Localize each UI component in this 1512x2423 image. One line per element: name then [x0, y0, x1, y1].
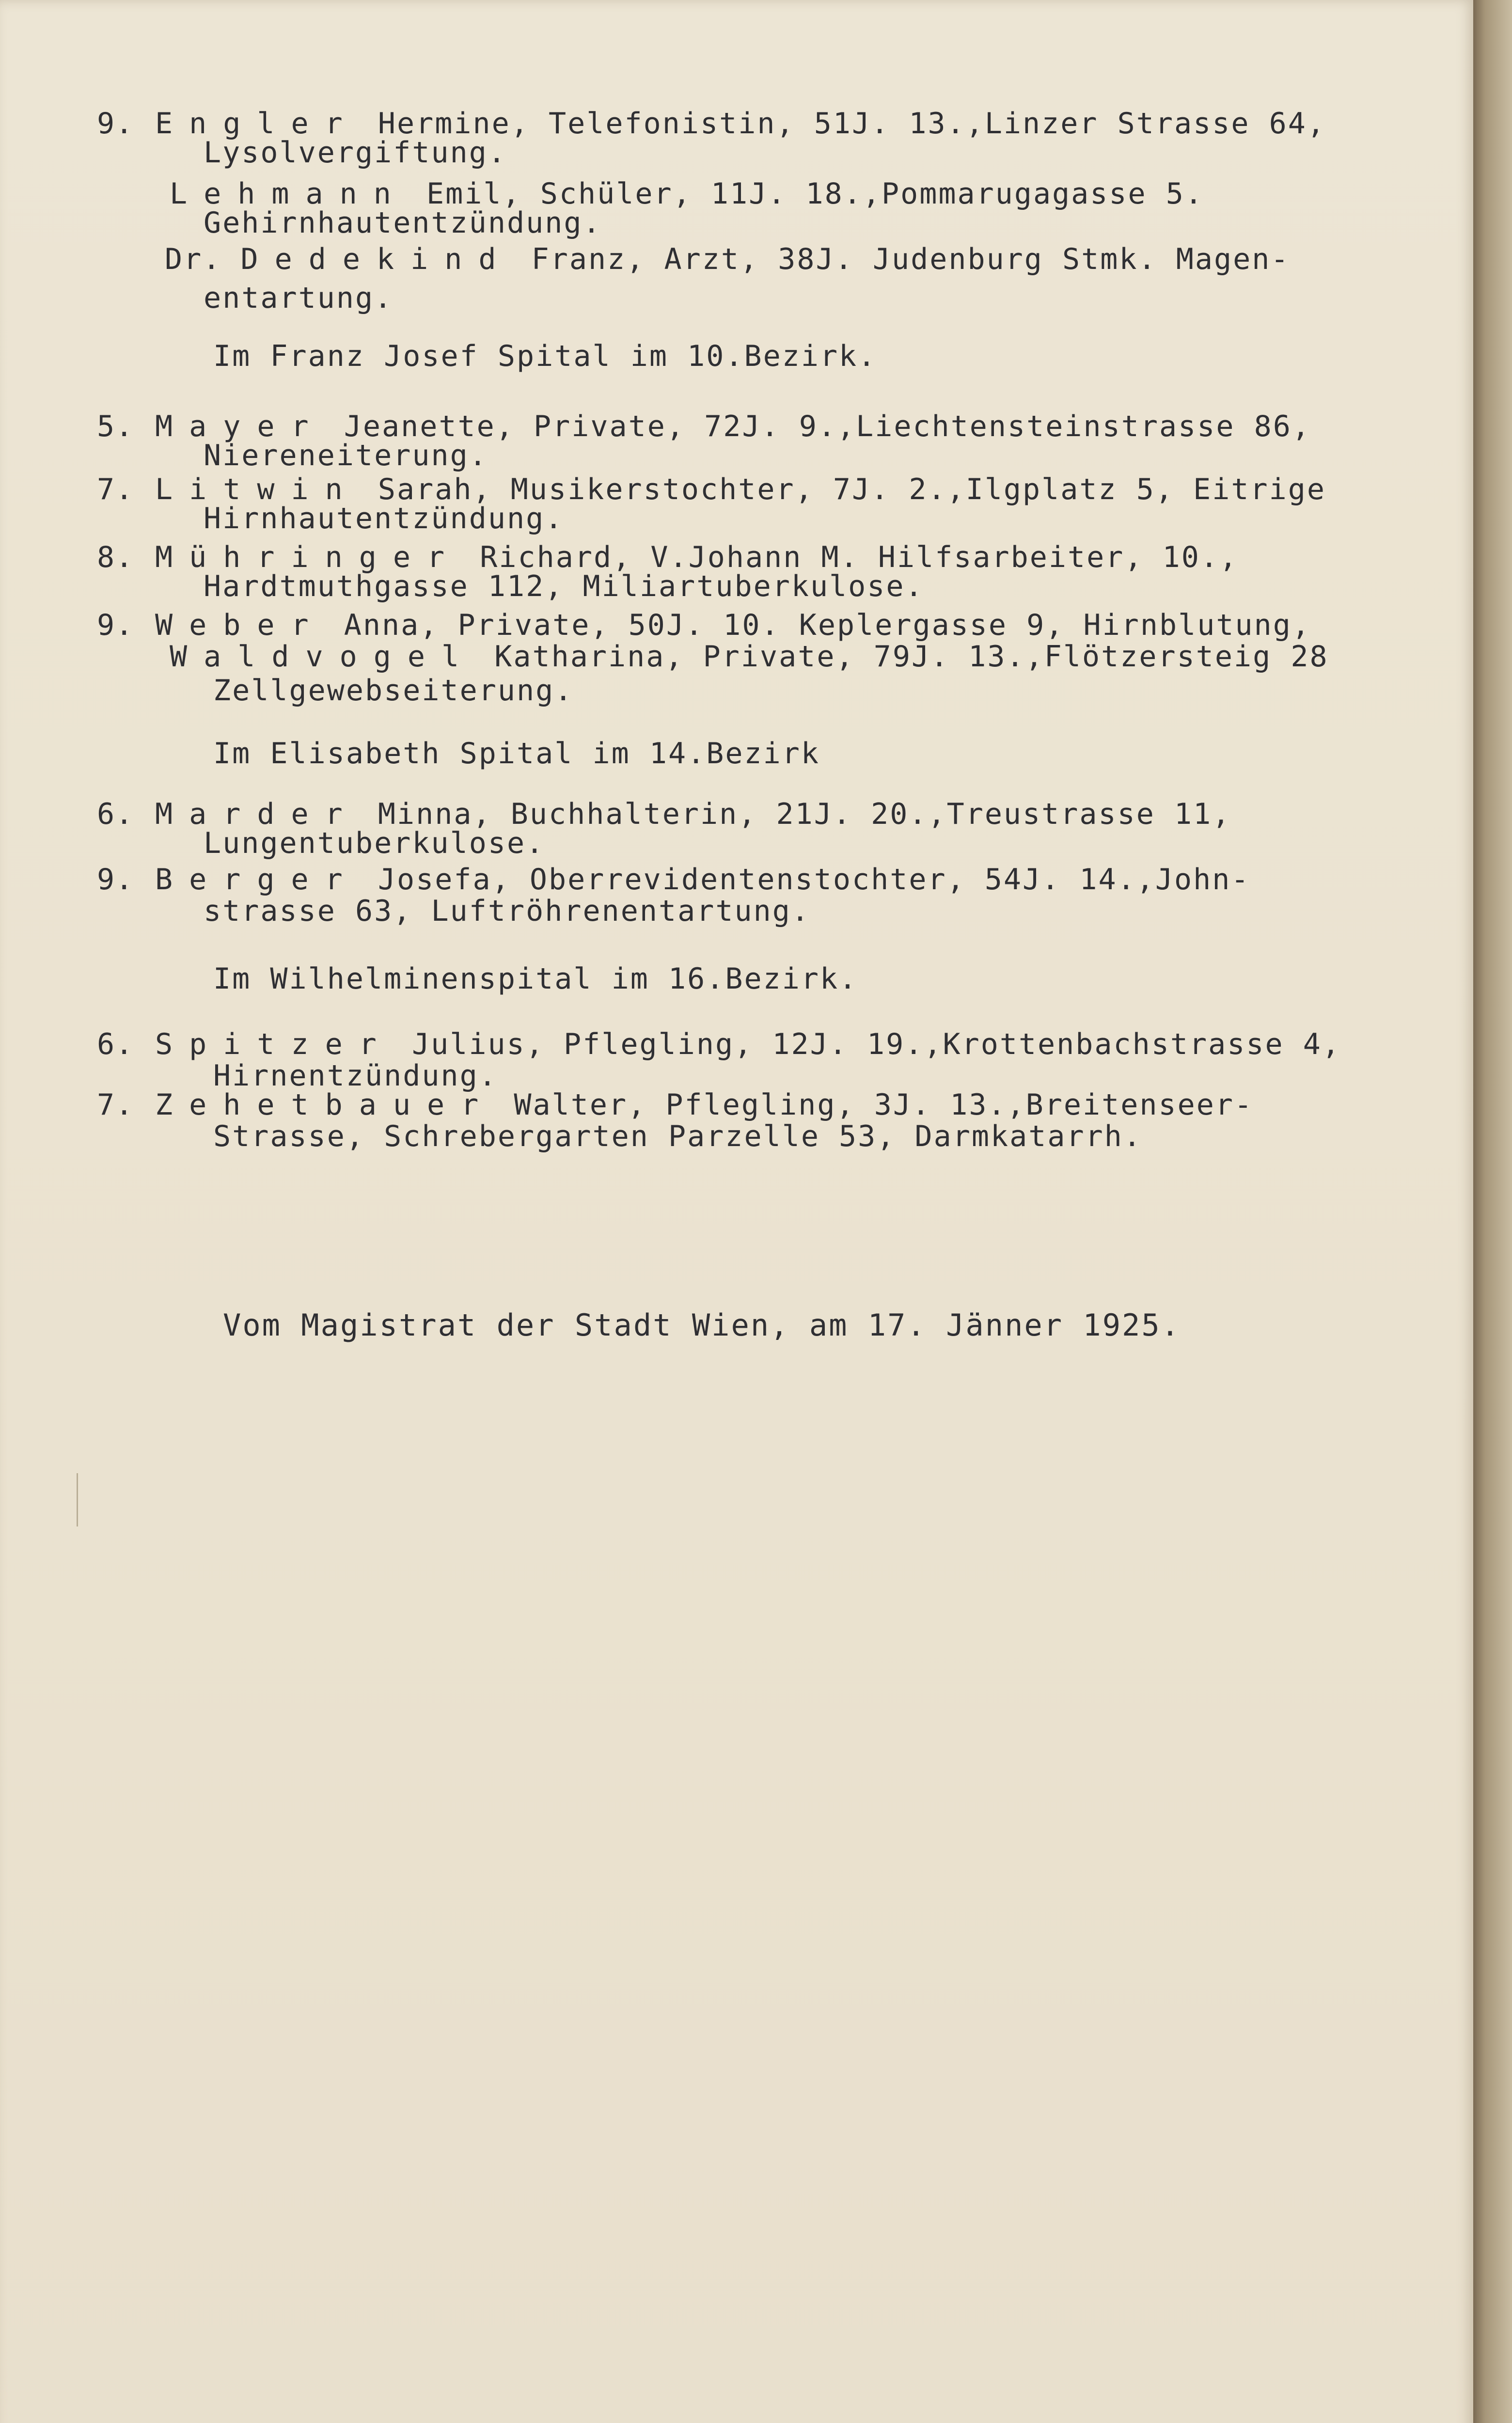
entry-line-1 — [155, 1088, 1253, 1122]
entry-line-1 — [155, 863, 1250, 897]
entry-surname: Weber — [155, 608, 325, 642]
entry-line-2: strasse 63, Luftröhrenentartung. — [204, 894, 810, 928]
entry-surname: Mayer — [155, 409, 325, 443]
entry-number: 9. — [97, 107, 134, 141]
entry-line-2: Niereneiterung. — [204, 439, 488, 472]
entry-details: Julius, Pflegling, 12J. 19.,Krottenbachstrasse 4, — [412, 1027, 1341, 1061]
entry-surname: Berger — [155, 863, 359, 897]
entry-surname: Waldvogel — [170, 640, 476, 674]
entry-details: Minna, Buchhalterin, 21J. 20.,Treustrasse 11, — [378, 797, 1231, 831]
entry-line-2: Lungentuberkulose. — [204, 826, 545, 860]
entry-surname: Spitzer — [155, 1027, 393, 1061]
entry-line-2: Zellgewebseiterung. — [213, 674, 574, 708]
entry-details: Walter, Pflegling, 3J. 13.,Breitenseer- — [514, 1088, 1254, 1122]
entry-details: Katharina, Private, 79J. 13.,Flötzersteig 28 — [494, 640, 1329, 674]
entry-line-2: Gehirnhautentzündung. — [204, 206, 602, 240]
entry-number: 7. — [97, 472, 134, 506]
entry-number: 5. — [97, 409, 134, 443]
section-heading: Im Wilhelminenspital im 16.Bezirk. — [213, 962, 858, 996]
entry-surname: Lehmann — [170, 177, 408, 211]
entry-number: 8. — [97, 540, 134, 574]
entry-line-2: Hirnentzündung. — [213, 1059, 498, 1093]
margin-mark — [77, 1473, 78, 1526]
entry-line-2: Hirnhautentzündung. — [204, 502, 564, 535]
entry-number: 9. — [97, 608, 134, 642]
entry-line-1 — [170, 640, 1329, 674]
magistrate-footer: Vom Magistrat der Stadt Wien, am 17. Jänner 1925. — [223, 1307, 1181, 1343]
entry-details: Josefa, Oberrevidentenstochter, 54J. 14.,John- — [378, 863, 1250, 897]
entry-details: Richard, V.Johann M. Hilfsarbeiter, 10., — [480, 540, 1239, 574]
binding-edge — [1473, 0, 1512, 2423]
entry-details: Jeanette, Private, 72J. 9.,Liechtensteinstrasse 86, — [344, 409, 1311, 443]
entry-surname: Zehetbauer — [155, 1088, 495, 1122]
entry-surname: Mühringer — [155, 540, 461, 574]
entry-line-2: entartung. — [204, 281, 394, 315]
entry-line-1 — [155, 1027, 1341, 1061]
entry-line-1 — [165, 242, 1290, 276]
entry-details: Hermine, Telefonistin, 51J. 13.,Linzer Strasse 64, — [378, 107, 1326, 141]
entry-surname: Marder — [155, 797, 359, 831]
entry-number: 6. — [97, 1027, 134, 1061]
entry-surname: Dedekind — [240, 242, 513, 276]
entry-number: 7. — [97, 1088, 134, 1122]
entry-line-2: Lysolvergiftung. — [204, 136, 507, 170]
entry-line-2: Hardtmuthgasse 112, Miliartuberkulose. — [204, 569, 924, 603]
entry-surname: Engler — [155, 107, 359, 141]
entry-line-1 — [155, 608, 1311, 642]
entry-details: Franz, Arzt, 38J. Judenburg Stmk. Magen- — [531, 242, 1290, 276]
section-heading: Im Franz Josef Spital im 10.Bezirk. — [213, 339, 877, 373]
entry-number: 6. — [97, 797, 134, 831]
entry-surname: Litwin — [155, 472, 359, 506]
entry-title: Dr. — [165, 242, 222, 276]
entry-details: Anna, Private, 50J. 10. Keplergasse 9, Hirnblutung, — [344, 608, 1311, 642]
entry-details: Sarah, Musikerstochter, 7J. 2.,Ilgplatz 5, Eitrige — [378, 472, 1326, 506]
entry-number: 9. — [97, 863, 134, 897]
entry-details: Emil, Schüler, 11J. 18.,Pommarugagasse 5. — [426, 177, 1204, 211]
section-heading: Im Elisabeth Spital im 14.Bezirk — [213, 737, 820, 771]
entry-line-2: Strasse, Schrebergarten Parzelle 53, Darmkatarrh. — [213, 1119, 1143, 1153]
